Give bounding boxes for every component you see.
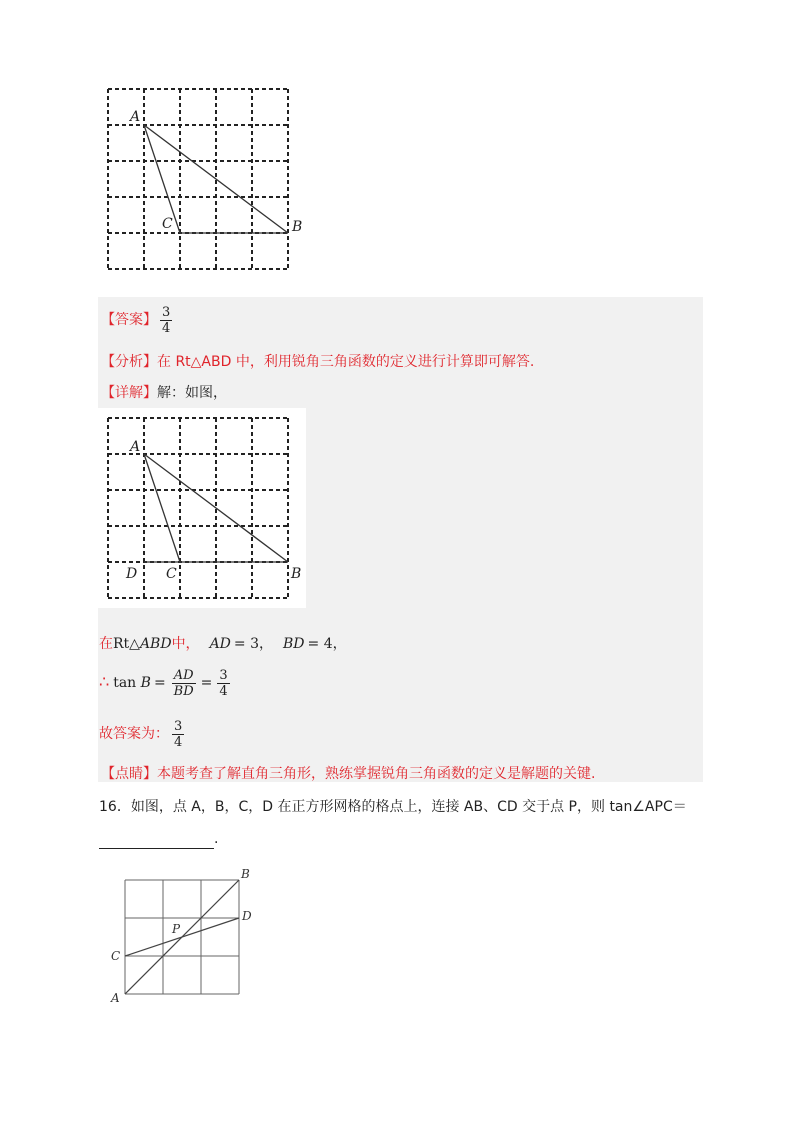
label-c: C — [162, 216, 173, 232]
answer-fraction: $\frac{3}{4}$ — [162, 304, 171, 336]
fraction-3-4: $\frac{3}{4}$ — [219, 667, 228, 699]
label-c: C — [166, 566, 177, 582]
conclusion-text: 故答案为： — [99, 726, 169, 742]
detail-line — [101, 383, 227, 403]
label-c: C — [111, 949, 121, 963]
detail-text: 解：如图， — [157, 385, 227, 401]
analysis-text: 在 Rt△ABD 中，利用锐角三角函数的定义进行计算即可解答. — [157, 354, 535, 370]
answer-line — [101, 300, 175, 340]
answer-tag: 【答案】 — [101, 312, 157, 328]
fraction-ad-bd: $\frac{AD}{BD}$ — [173, 667, 194, 699]
label-a: A — [111, 991, 120, 1005]
label-a: A — [130, 109, 141, 125]
conclusion-fraction: $\frac{3}{4}$ — [174, 718, 183, 750]
figure-grid-intersecting-lines — [108, 866, 268, 1011]
label-b: B — [292, 219, 303, 235]
comment-text: 本题考查了解直角三角形，熟练掌握锐角三角函数的定义是解题的关键. — [157, 766, 596, 782]
analysis-tag: 【分析】 — [101, 354, 157, 370]
label-b: B — [291, 566, 302, 582]
label-p: P — [172, 922, 181, 936]
conclusion-line — [99, 714, 187, 754]
step-line-1: 在Rt△ABD中， AD = 3， BD = 4， — [99, 636, 347, 652]
comment-tag: 【点睛】 — [101, 766, 157, 782]
analysis-line — [101, 352, 534, 372]
detail-tag: 【详解】 — [101, 385, 157, 401]
figure-grid-triangle-abc — [100, 85, 315, 275]
question-16 — [99, 797, 687, 817]
label-d: D — [242, 909, 252, 923]
step-line-2: ∴ tan B = $\frac{AD}{BD}$ = $\frac{3}{4}$ — [99, 667, 228, 699]
question-16-blank-line: . — [99, 829, 218, 849]
comment-line — [101, 764, 595, 784]
question-text: 如图，点 A，B，C，D 在正方形网格的格点上，连接 AB、CD 交于点 P，则 tan∠APC＝ — [130, 799, 687, 815]
label-b: B — [241, 867, 250, 881]
label-d: D — [126, 566, 138, 582]
question-number: 16． — [99, 799, 131, 815]
answer-blank — [99, 834, 214, 849]
label-a: A — [130, 439, 141, 455]
figure-grid-triangle-abd — [98, 408, 306, 608]
